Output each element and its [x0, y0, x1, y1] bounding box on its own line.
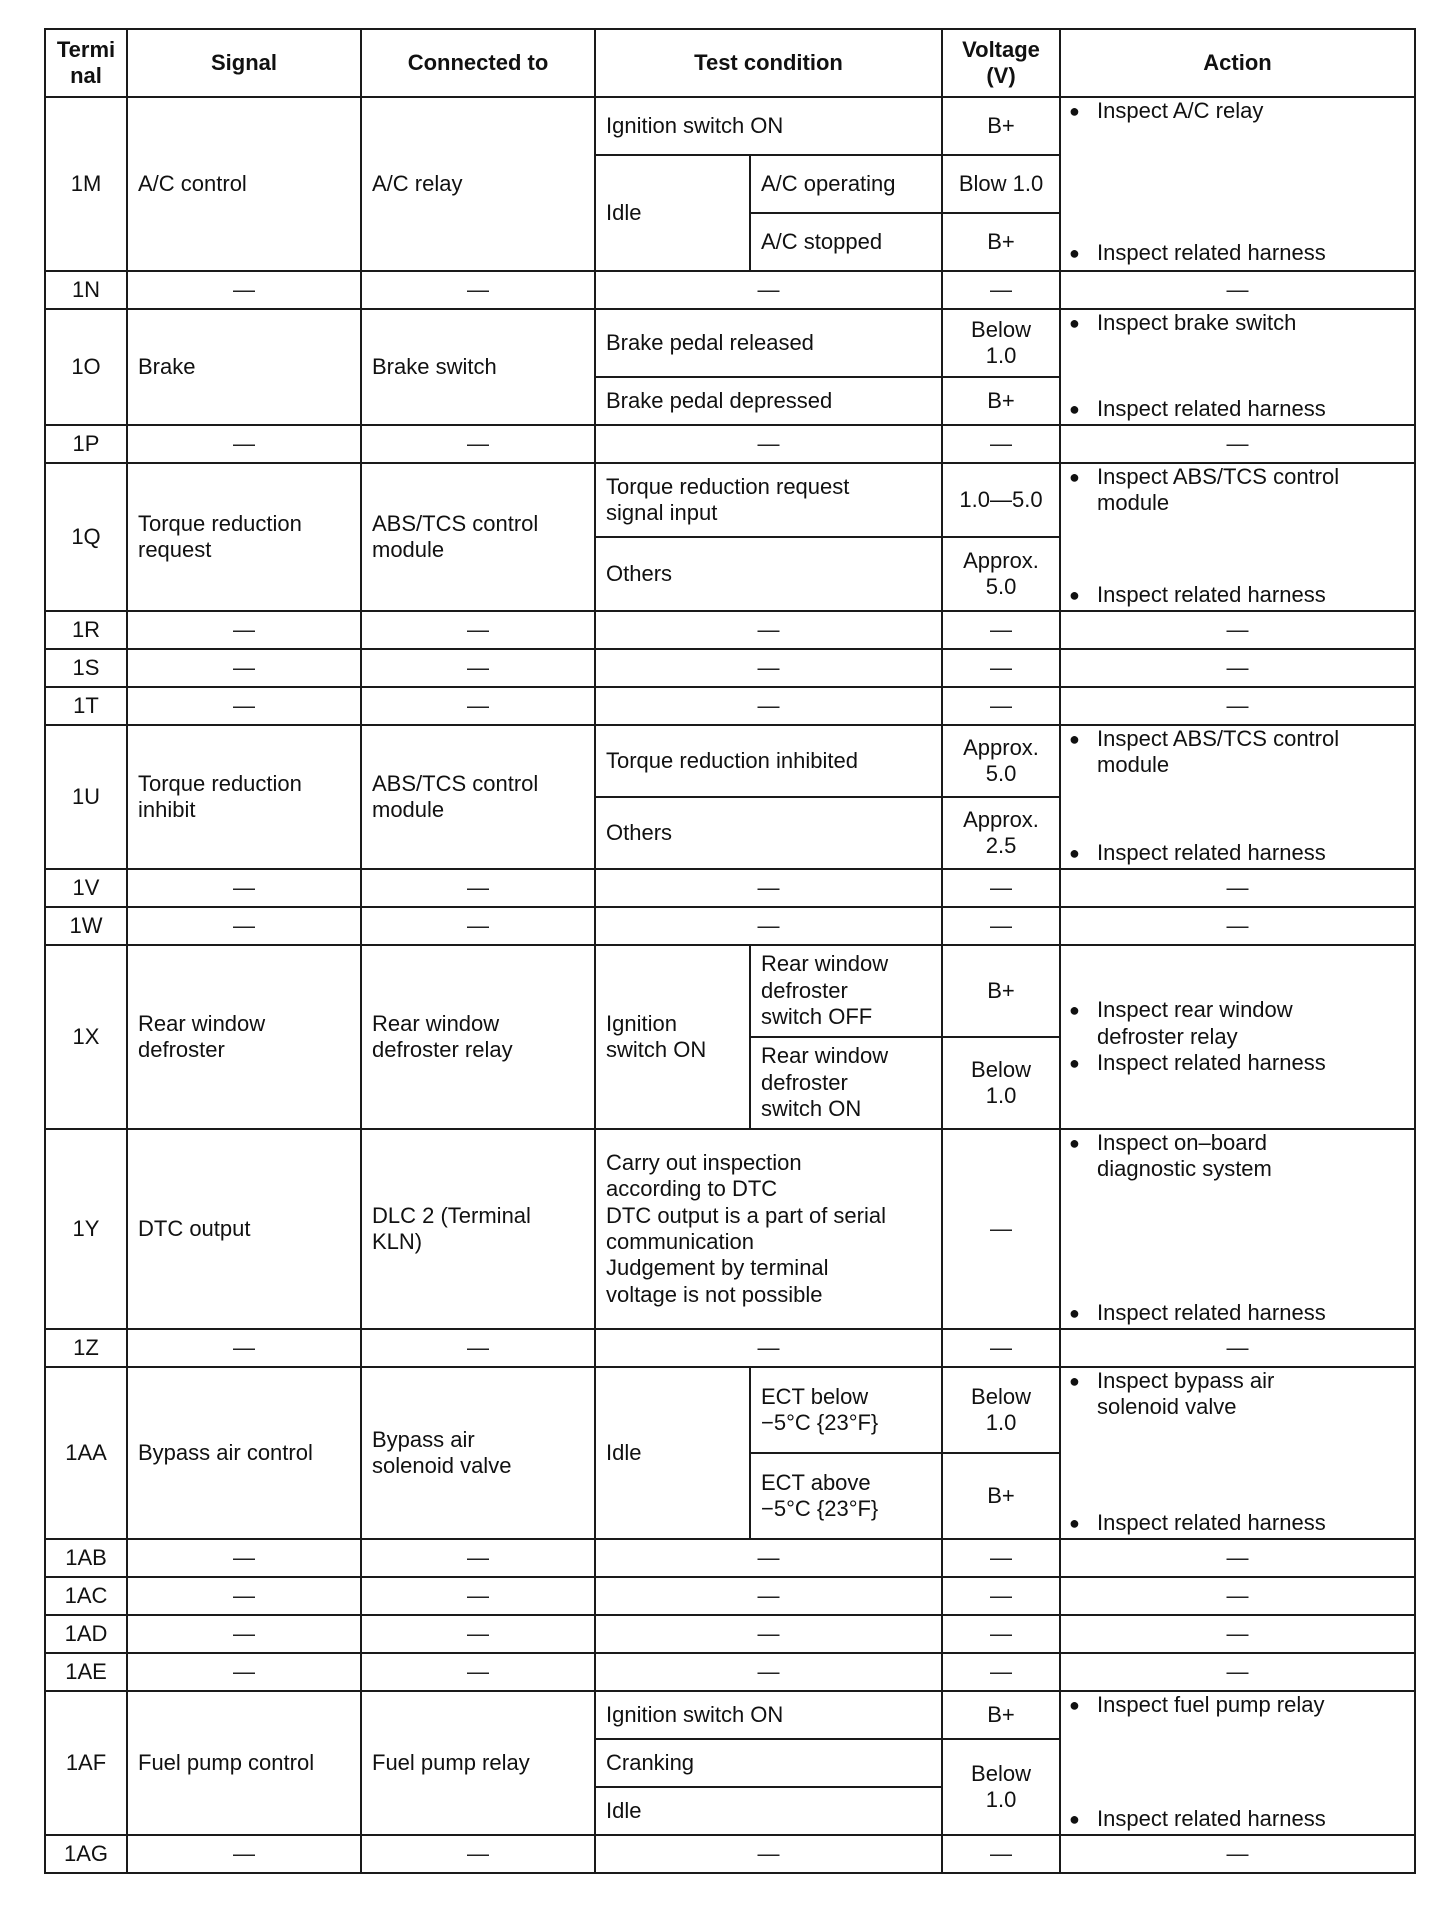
action-item: ● Inspect related harness — [1069, 239, 1326, 265]
dash-cell: — — [942, 649, 1060, 687]
connected-cell: Rear window defroster relay — [361, 945, 595, 1129]
dash-cell: — — [595, 271, 942, 309]
dash-cell: — — [1060, 1577, 1415, 1615]
dash-cell: — — [942, 1329, 1060, 1367]
bullet-icon: ● — [1069, 1695, 1080, 1715]
terminal-cell: 1AD — [45, 1615, 127, 1653]
terminal-cell: 1AF — [45, 1691, 127, 1835]
action-item: ● Inspect related harness — [1069, 1805, 1326, 1831]
action-item: ● Inspect rear window defroster relay — [1069, 997, 1293, 1049]
dash-cell: — — [1060, 1835, 1415, 1873]
dash-cell: — — [942, 1615, 1060, 1653]
dash-cell: — — [361, 271, 595, 309]
action-cell — [1060, 309, 1415, 425]
terminal-cell: 1Y — [45, 1129, 127, 1329]
terminal-cell: 1V — [45, 869, 127, 907]
voltage-cell: Blow 1.0 — [942, 155, 1060, 213]
dash-cell: — — [942, 907, 1060, 945]
bullet-icon: ● — [1069, 729, 1080, 749]
dash-cell: — — [127, 271, 361, 309]
signal-cell: Rear window defroster — [127, 945, 361, 1129]
signal-cell: Torque reduction request — [127, 463, 361, 611]
dash-cell: — — [942, 687, 1060, 725]
voltage-cell: Below 1.0 — [942, 1367, 1060, 1453]
condition-subcell: Rear window defroster switch OFF — [750, 945, 942, 1037]
condition-cell: Idle — [595, 1787, 942, 1835]
terminal-cell: 1R — [45, 611, 127, 649]
bullet-icon: ● — [1069, 242, 1080, 263]
terminal-cell: 1O — [45, 309, 127, 425]
terminal-cell: 1Z — [45, 1329, 127, 1367]
dash-cell: — — [361, 649, 595, 687]
bullet-icon: ● — [1069, 1133, 1080, 1153]
action-cell — [1060, 725, 1415, 869]
condition-cell: Others — [595, 797, 942, 869]
table-row — [45, 611, 1415, 649]
action-item: ● Inspect related harness — [1069, 1509, 1326, 1535]
dash-cell: — — [1060, 687, 1415, 725]
dash-cell: — — [361, 907, 595, 945]
table-row — [45, 1539, 1415, 1577]
terminal-cell: 1AB — [45, 1539, 127, 1577]
dash-cell: — — [127, 687, 361, 725]
dash-cell: — — [595, 425, 942, 463]
dash-cell: — — [1060, 649, 1415, 687]
terminal-cell: 1X — [45, 945, 127, 1129]
condition-cell: Torque reduction inhibited — [595, 725, 942, 797]
dash-cell: — — [942, 611, 1060, 649]
bullet-icon: ● — [1069, 313, 1080, 333]
bullet-icon: ● — [1069, 1302, 1080, 1323]
action-item: ● Inspect fuel pump relay — [1069, 1692, 1325, 1717]
signal-cell: Fuel pump control — [127, 1691, 361, 1835]
voltage-cell: Approx. 5.0 — [942, 537, 1060, 611]
bullet-icon: ● — [1069, 842, 1080, 863]
action-item: ● Inspect bypass air solenoid valve — [1069, 1368, 1275, 1420]
voltage-cell: B+ — [942, 213, 1060, 271]
dash-cell: — — [595, 687, 942, 725]
condition-cell: Brake pedal released — [595, 309, 942, 377]
terminal-cell: 1W — [45, 907, 127, 945]
dash-cell: — — [127, 1653, 361, 1691]
dash-cell: — — [1060, 907, 1415, 945]
voltage-cell: Approx. 2.5 — [942, 797, 1060, 869]
dash-cell: — — [127, 869, 361, 907]
terminal-cell: 1AA — [45, 1367, 127, 1539]
dash-cell: — — [127, 1539, 361, 1577]
dash-cell: — — [127, 649, 361, 687]
header-signal: Signal — [127, 29, 361, 97]
dash-cell: — — [595, 611, 942, 649]
terminal-reference-table-container — [44, 28, 1414, 1874]
table-row — [45, 97, 1415, 155]
action-item: ● Inspect ABS/TCS control module — [1069, 726, 1340, 778]
dash-cell: — — [1060, 611, 1415, 649]
table-row — [45, 1329, 1415, 1367]
action-item: ● Inspect related harness — [1069, 581, 1326, 607]
terminal-cell: 1T — [45, 687, 127, 725]
header-test-condition: Test condition — [595, 29, 942, 97]
terminal-cell: 1N — [45, 271, 127, 309]
voltage-cell: B+ — [942, 377, 1060, 425]
condition-cell: Others — [595, 537, 942, 611]
bullet-icon: ● — [1069, 1808, 1080, 1829]
table-row — [45, 1577, 1415, 1615]
dash-cell: — — [127, 1835, 361, 1873]
dash-cell: — — [942, 1835, 1060, 1873]
action-cell — [1060, 1691, 1415, 1835]
condition-subcell: A/C stopped — [750, 213, 942, 271]
dash-cell: — — [595, 869, 942, 907]
signal-cell: DTC output — [127, 1129, 361, 1329]
header-connected-to: Connected to — [361, 29, 595, 97]
dash-cell: — — [361, 1539, 595, 1577]
dash-cell: — — [595, 907, 942, 945]
condition-subcell: A/C operating — [750, 155, 942, 213]
bullet-icon: ● — [1069, 101, 1080, 121]
voltage-cell: B+ — [942, 1691, 1060, 1739]
table-row — [45, 907, 1415, 945]
table-row — [45, 1653, 1415, 1691]
dash-cell: — — [127, 1615, 361, 1653]
condition-cell: Torque reduction request signal input — [595, 463, 942, 537]
dash-cell: — — [361, 1329, 595, 1367]
dash-cell: — — [1060, 869, 1415, 907]
dash-cell: — — [361, 425, 595, 463]
dash-cell: — — [1060, 1329, 1415, 1367]
dash-cell: — — [942, 1653, 1060, 1691]
dash-cell: — — [361, 1577, 595, 1615]
dash-cell: — — [1060, 271, 1415, 309]
dash-cell: — — [361, 611, 595, 649]
voltage-cell: Approx. 5.0 — [942, 725, 1060, 797]
voltage-cell: Below 1.0 — [942, 1037, 1060, 1129]
terminal-cell: 1U — [45, 725, 127, 869]
action-item: ● Inspect A/C relay — [1069, 98, 1264, 123]
table-row — [45, 869, 1415, 907]
dash-cell: — — [595, 1615, 942, 1653]
table-row — [45, 1129, 1415, 1329]
dash-cell: — — [127, 907, 361, 945]
action-cell — [1060, 945, 1415, 1129]
dash-cell: — — [1060, 1653, 1415, 1691]
dash-cell: — — [361, 1653, 595, 1691]
table-row — [45, 1615, 1415, 1653]
condition-cell: Carry out inspection according to DTC DTC output is a part of serial communication Judgement by terminal voltage is not possible — [595, 1129, 942, 1329]
voltage-cell: Below 1.0 — [942, 1739, 1060, 1835]
table-row — [45, 425, 1415, 463]
table-row — [45, 271, 1415, 309]
table-row — [45, 649, 1415, 687]
terminal-cell: 1S — [45, 649, 127, 687]
dash-cell: — — [942, 425, 1060, 463]
condition-cell: Idle — [595, 1367, 750, 1539]
voltage-cell: B+ — [942, 1453, 1060, 1539]
terminal-cell: 1AC — [45, 1577, 127, 1615]
dash-cell: — — [942, 1129, 1060, 1329]
dash-cell: — — [942, 1539, 1060, 1577]
terminal-cell: 1M — [45, 97, 127, 271]
connected-cell: ABS/TCS control module — [361, 725, 595, 869]
terminal-reference-table — [44, 28, 1416, 1874]
terminal-cell: 1P — [45, 425, 127, 463]
connected-cell: Bypass air solenoid valve — [361, 1367, 595, 1539]
header-voltage: Voltage (V) — [942, 29, 1060, 97]
table-row — [45, 309, 1415, 377]
table-row — [45, 1691, 1415, 1739]
table-row — [45, 945, 1415, 1037]
voltage-cell: Below 1.0 — [942, 309, 1060, 377]
action-item: ● Inspect related harness — [1069, 839, 1326, 865]
signal-cell: Bypass air control — [127, 1367, 361, 1539]
dash-cell: — — [595, 1329, 942, 1367]
action-item: ● Inspect brake switch — [1069, 310, 1297, 335]
terminal-cell: 1AE — [45, 1653, 127, 1691]
voltage-cell: B+ — [942, 97, 1060, 155]
condition-subcell: ECT above −5°C {23°F} — [750, 1453, 942, 1539]
voltage-cell: 1.0—5.0 — [942, 463, 1060, 537]
connected-cell: DLC 2 (Terminal KLN) — [361, 1129, 595, 1329]
bullet-icon: ● — [1069, 1000, 1080, 1021]
header-action: Action — [1060, 29, 1415, 97]
signal-cell: Torque reduction inhibit — [127, 725, 361, 869]
dash-cell: — — [595, 1577, 942, 1615]
dash-cell: — — [942, 271, 1060, 309]
table-row — [45, 687, 1415, 725]
table-row — [45, 1367, 1415, 1453]
terminal-cell: 1Q — [45, 463, 127, 611]
condition-cell: Ignition switch ON — [595, 945, 750, 1129]
condition-cell: Ignition switch ON — [595, 1691, 942, 1739]
dash-cell: — — [595, 1539, 942, 1577]
connected-cell: Brake switch — [361, 309, 595, 425]
bullet-icon: ● — [1069, 1053, 1080, 1074]
dash-cell: — — [127, 425, 361, 463]
dash-cell: — — [595, 649, 942, 687]
action-cell — [1060, 97, 1415, 271]
action-item: ● Inspect related harness — [1069, 1050, 1326, 1076]
dash-cell: — — [1060, 1615, 1415, 1653]
connected-cell: A/C relay — [361, 97, 595, 271]
action-item: ● Inspect related harness — [1069, 395, 1326, 421]
connected-cell: Fuel pump relay — [361, 1691, 595, 1835]
condition-cell: Cranking — [595, 1739, 942, 1787]
dash-cell: — — [127, 1329, 361, 1367]
table-row — [45, 1835, 1415, 1873]
action-cell — [1060, 1129, 1415, 1329]
action-cell — [1060, 1367, 1415, 1539]
action-item: ● Inspect on–board diagnostic system — [1069, 1130, 1272, 1182]
header-terminal: Termi nal — [45, 29, 127, 97]
dash-cell: — — [595, 1835, 942, 1873]
bullet-icon: ● — [1069, 584, 1080, 605]
dash-cell: — — [1060, 1539, 1415, 1577]
condition-cell: Idle — [595, 155, 750, 271]
action-item: ● Inspect related harness — [1069, 1299, 1326, 1325]
table-row — [45, 725, 1415, 797]
dash-cell: — — [361, 687, 595, 725]
terminal-cell: 1AG — [45, 1835, 127, 1873]
dash-cell: — — [127, 1577, 361, 1615]
bullet-icon: ● — [1069, 398, 1080, 419]
bullet-icon: ● — [1069, 467, 1080, 487]
dash-cell: — — [361, 869, 595, 907]
dash-cell: — — [361, 1835, 595, 1873]
dash-cell: — — [942, 869, 1060, 907]
bullet-icon: ● — [1069, 1512, 1080, 1533]
signal-cell: Brake — [127, 309, 361, 425]
condition-cell: Brake pedal depressed — [595, 377, 942, 425]
dash-cell: — — [942, 1577, 1060, 1615]
dash-cell: — — [127, 611, 361, 649]
dash-cell: — — [361, 1615, 595, 1653]
connected-cell: ABS/TCS control module — [361, 463, 595, 611]
table-row — [45, 463, 1415, 537]
action-cell — [1060, 463, 1415, 611]
voltage-cell: B+ — [942, 945, 1060, 1037]
dash-cell: — — [595, 1653, 942, 1691]
bullet-icon: ● — [1069, 1371, 1080, 1391]
condition-subcell: Rear window defroster switch ON — [750, 1037, 942, 1129]
dash-cell: — — [1060, 425, 1415, 463]
condition-cell: Ignition switch ON — [595, 97, 942, 155]
condition-subcell: ECT below −5°C {23°F} — [750, 1367, 942, 1453]
action-item: ● Inspect ABS/TCS control module — [1069, 464, 1340, 516]
signal-cell: A/C control — [127, 97, 361, 271]
header-row — [45, 29, 1415, 97]
